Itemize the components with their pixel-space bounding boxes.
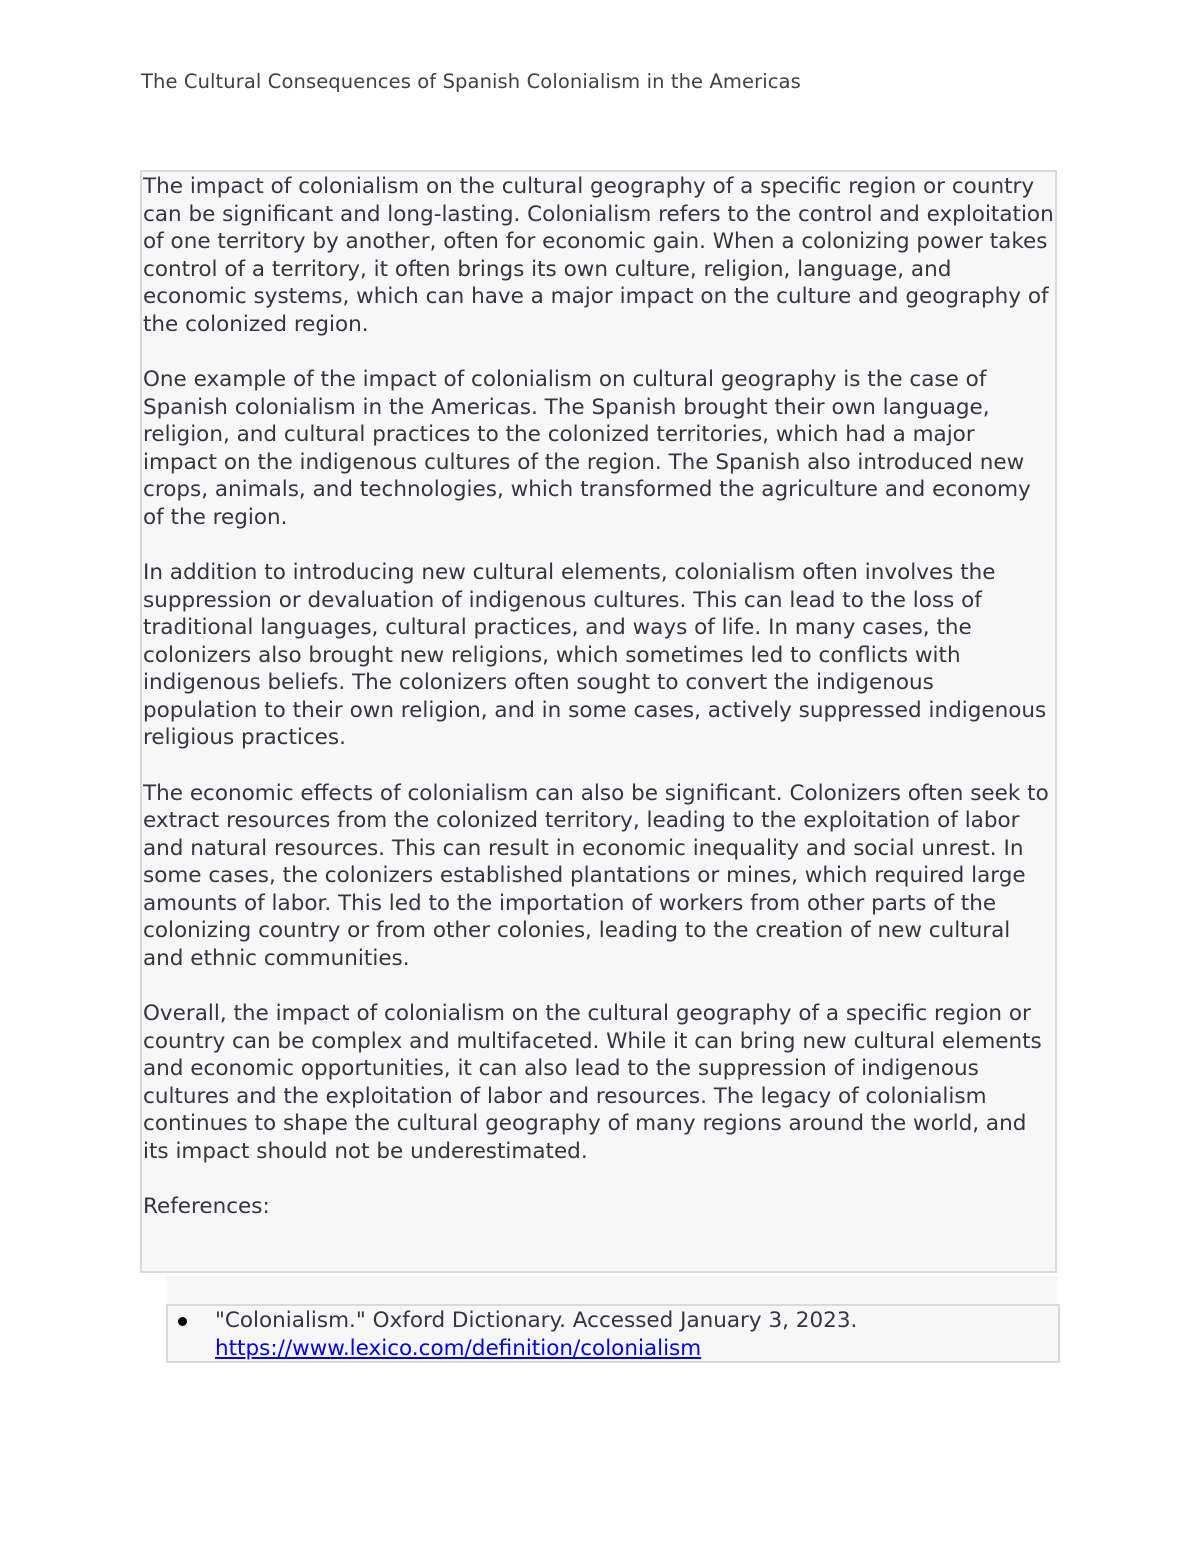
paragraph-intro: The impact of colonialism on the cultural geography of a specific region or country can be significant and long-lasting. Colonialism refers to the control and exploitation of one territory by another, often for economic gain. When a colonizing power takes control of a territory, it often brings its own culture, religion, language, and economic systems, which can have a major impact on the culture and geography of the colonized region.: [143, 174, 1054, 337]
paragraph-conclusion: Overall, the impact of colonialism on the cultural geography of a specific region or country can be complex and multifaceted. While it can bring new cultural elements and economic opportunities, it can also lead to the suppression of indigenous cultures and the exploitation of labor and resources. The legacy of colonialism continues to shape the cultural geography of many regions around the world, and its impact should not be underestimated.: [143, 1001, 1042, 1164]
paragraph-suppression: In addition to introducing new cultural elements, colonialism often involves the suppression or devaluation of indigenous cultures. This can lead to the loss of traditional languages, cultural practices, and ways of life. In many cases, the colonizers also brought new religions, which sometimes led to conflicts with indigenous beliefs. The colonizers often sought to convert the indigenous population to their own religion, and in some cases, actively suppressed indigenous religious practices.: [143, 560, 1047, 750]
reference-citation: "Colonialism." Oxford Dictionary. Accessed January 3, 2023.: [215, 1308, 858, 1333]
references-heading: References:: [143, 1194, 270, 1219]
reference-entry: [215, 1307, 857, 1362]
reference-list-item: [166, 1304, 1060, 1363]
document-title: The Cultural Consequences of Spanish Colonialism in the Americas: [141, 70, 801, 93]
response-content-box: [140, 170, 1057, 1273]
bullet-icon: [178, 1317, 187, 1326]
list-container-background: [167, 1276, 1057, 1304]
reference-link[interactable]: https://www.lexico.com/definition/colonialism: [215, 1335, 702, 1361]
paragraph-economic-effects: The economic effects of colonialism can also be significant. Colonizers often seek to extract resources from the colonized territory, leading to the exploitation of labor and natural resources. This can result in economic inequality and social unrest. In some cases, the colonizers established plantations or mines, which required large amounts of labor. This led to the importation of workers from other parts of the colonizing country or from other colonies, leading to the creation of new cultural and ethnic communities.: [143, 780, 1049, 971]
paragraph-spanish-example: One example of the impact of colonialism on cultural geography is the case of Spanish colonialism in the Americas. The Spanish brought their own language, religion, and cultural practices to the colonized territories, which had a major impact on the indigenous cultures of the region. The Spanish also introduced new crops, animals, and technologies, which transformed the agriculture and economy of the region.: [143, 367, 1031, 530]
